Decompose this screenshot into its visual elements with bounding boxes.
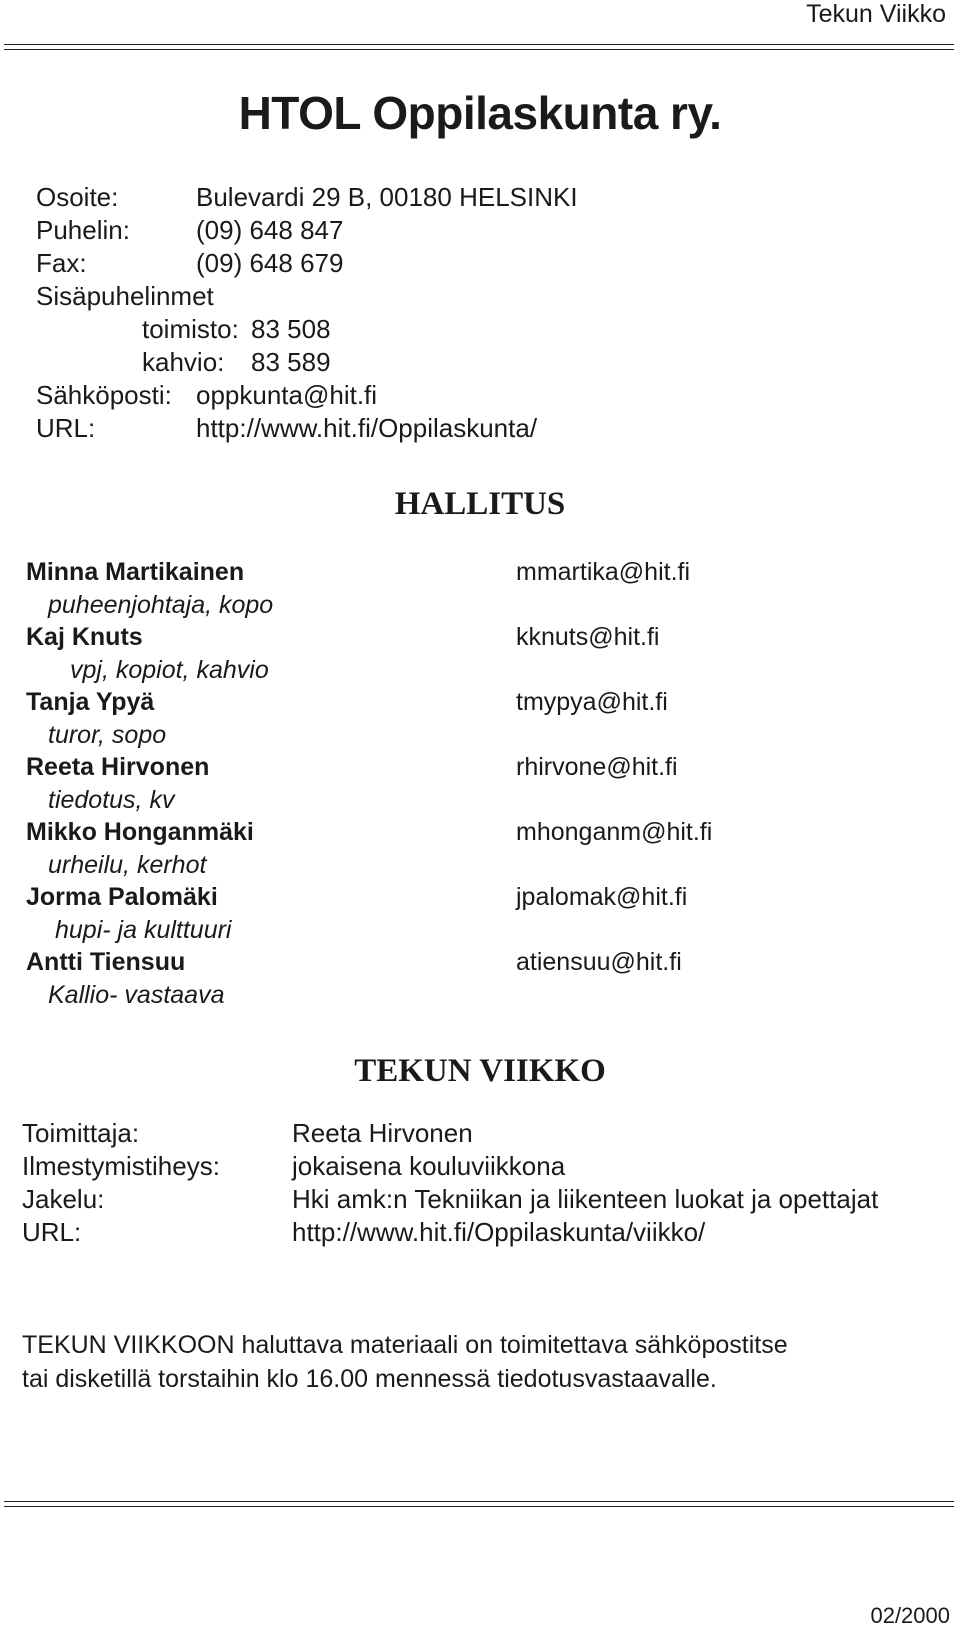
cafe-label: kahvio: bbox=[142, 347, 225, 377]
member-role: Kallio- vastaava bbox=[48, 981, 225, 1009]
member-email: atiensuu@hit.fi bbox=[516, 948, 682, 976]
member-role: turor, sopo bbox=[48, 721, 167, 749]
distribution-value: Hki amk:n Tekniikan ja liikenteen luokat ja opettajat bbox=[292, 1184, 879, 1214]
member-role: tiedotus, kv bbox=[48, 786, 175, 814]
member-name: Reeta Hirvonen bbox=[26, 753, 210, 781]
url-value: http://www.hit.fi/Oppilaskunta/ bbox=[196, 413, 538, 443]
member-email: jpalomak@hit.fi bbox=[516, 883, 688, 911]
notice-line-2: tai disketillä torstaihin klo 16.00 mennessä tiedotusvastaavalle. bbox=[22, 1365, 717, 1393]
member-name: Mikko Honganmäki bbox=[26, 818, 254, 846]
footer-rule-top bbox=[4, 1501, 954, 1502]
fax-value: (09) 648 679 bbox=[196, 248, 344, 278]
issue-number: 02/2000 bbox=[870, 1603, 950, 1628]
member-name: Minna Martikainen bbox=[26, 558, 245, 586]
member-email: tmypya@hit.fi bbox=[516, 688, 668, 716]
paper-url-label: URL: bbox=[22, 1217, 82, 1247]
office-value: 83 508 bbox=[251, 314, 331, 344]
header-rule-bottom bbox=[4, 49, 954, 50]
phone-label: Puhelin: bbox=[36, 215, 130, 245]
office-label: toimisto: bbox=[142, 314, 239, 344]
member-role: puheenjohtaja, kopo bbox=[48, 591, 274, 619]
footer-rule-bottom bbox=[4, 1506, 954, 1507]
paper-heading: TEKUN VIIKKO bbox=[354, 1053, 606, 1089]
member-name: Tanja Ypyä bbox=[26, 688, 155, 716]
address-value: Bulevardi 29 B, 00180 HELSINKI bbox=[196, 182, 578, 212]
header-rule-top bbox=[4, 44, 954, 45]
running-title: Tekun Viikko bbox=[806, 0, 946, 28]
address-label: Osoite: bbox=[36, 182, 119, 212]
member-role: vpj, kopiot, kahvio bbox=[70, 656, 269, 684]
member-name: Antti Tiensuu bbox=[26, 948, 186, 976]
editor-label: Toimittaja: bbox=[22, 1118, 140, 1148]
email-label: Sähköposti: bbox=[36, 380, 172, 410]
cafe-value: 83 589 bbox=[251, 347, 331, 377]
email-value: oppkunta@hit.fi bbox=[196, 380, 378, 410]
member-role: urheilu, kerhot bbox=[48, 851, 207, 879]
fax-label: Fax: bbox=[36, 248, 87, 278]
paper-url-value: http://www.hit.fi/Oppilaskunta/viikko/ bbox=[292, 1217, 706, 1247]
frequency-label: Ilmestymistiheys: bbox=[22, 1151, 220, 1181]
member-name: Kaj Knuts bbox=[26, 623, 143, 651]
member-name: Jorma Palomäki bbox=[26, 883, 218, 911]
member-email: mhonganm@hit.fi bbox=[516, 818, 713, 846]
notice-line-1: TEKUN VIIKKOON haluttava materiaali on toimitettava sähköpostitse bbox=[22, 1331, 788, 1359]
editor-value: Reeta Hirvonen bbox=[292, 1118, 473, 1148]
internal-phones-label: Sisäpuhelinmet bbox=[36, 281, 214, 311]
phone-value: (09) 648 847 bbox=[196, 215, 344, 245]
member-email: mmartika@hit.fi bbox=[516, 558, 691, 586]
frequency-value: jokaisena kouluviikkona bbox=[292, 1151, 566, 1181]
page-title: HTOL Oppilaskunta ry. bbox=[238, 87, 722, 139]
member-email: rhirvone@hit.fi bbox=[516, 753, 678, 781]
distribution-label: Jakelu: bbox=[22, 1184, 105, 1214]
member-role: hupi- ja kulttuuri bbox=[55, 916, 232, 944]
member-email: kknuts@hit.fi bbox=[516, 623, 660, 651]
url-label: URL: bbox=[36, 413, 96, 443]
board-heading: HALLITUS bbox=[394, 486, 566, 522]
